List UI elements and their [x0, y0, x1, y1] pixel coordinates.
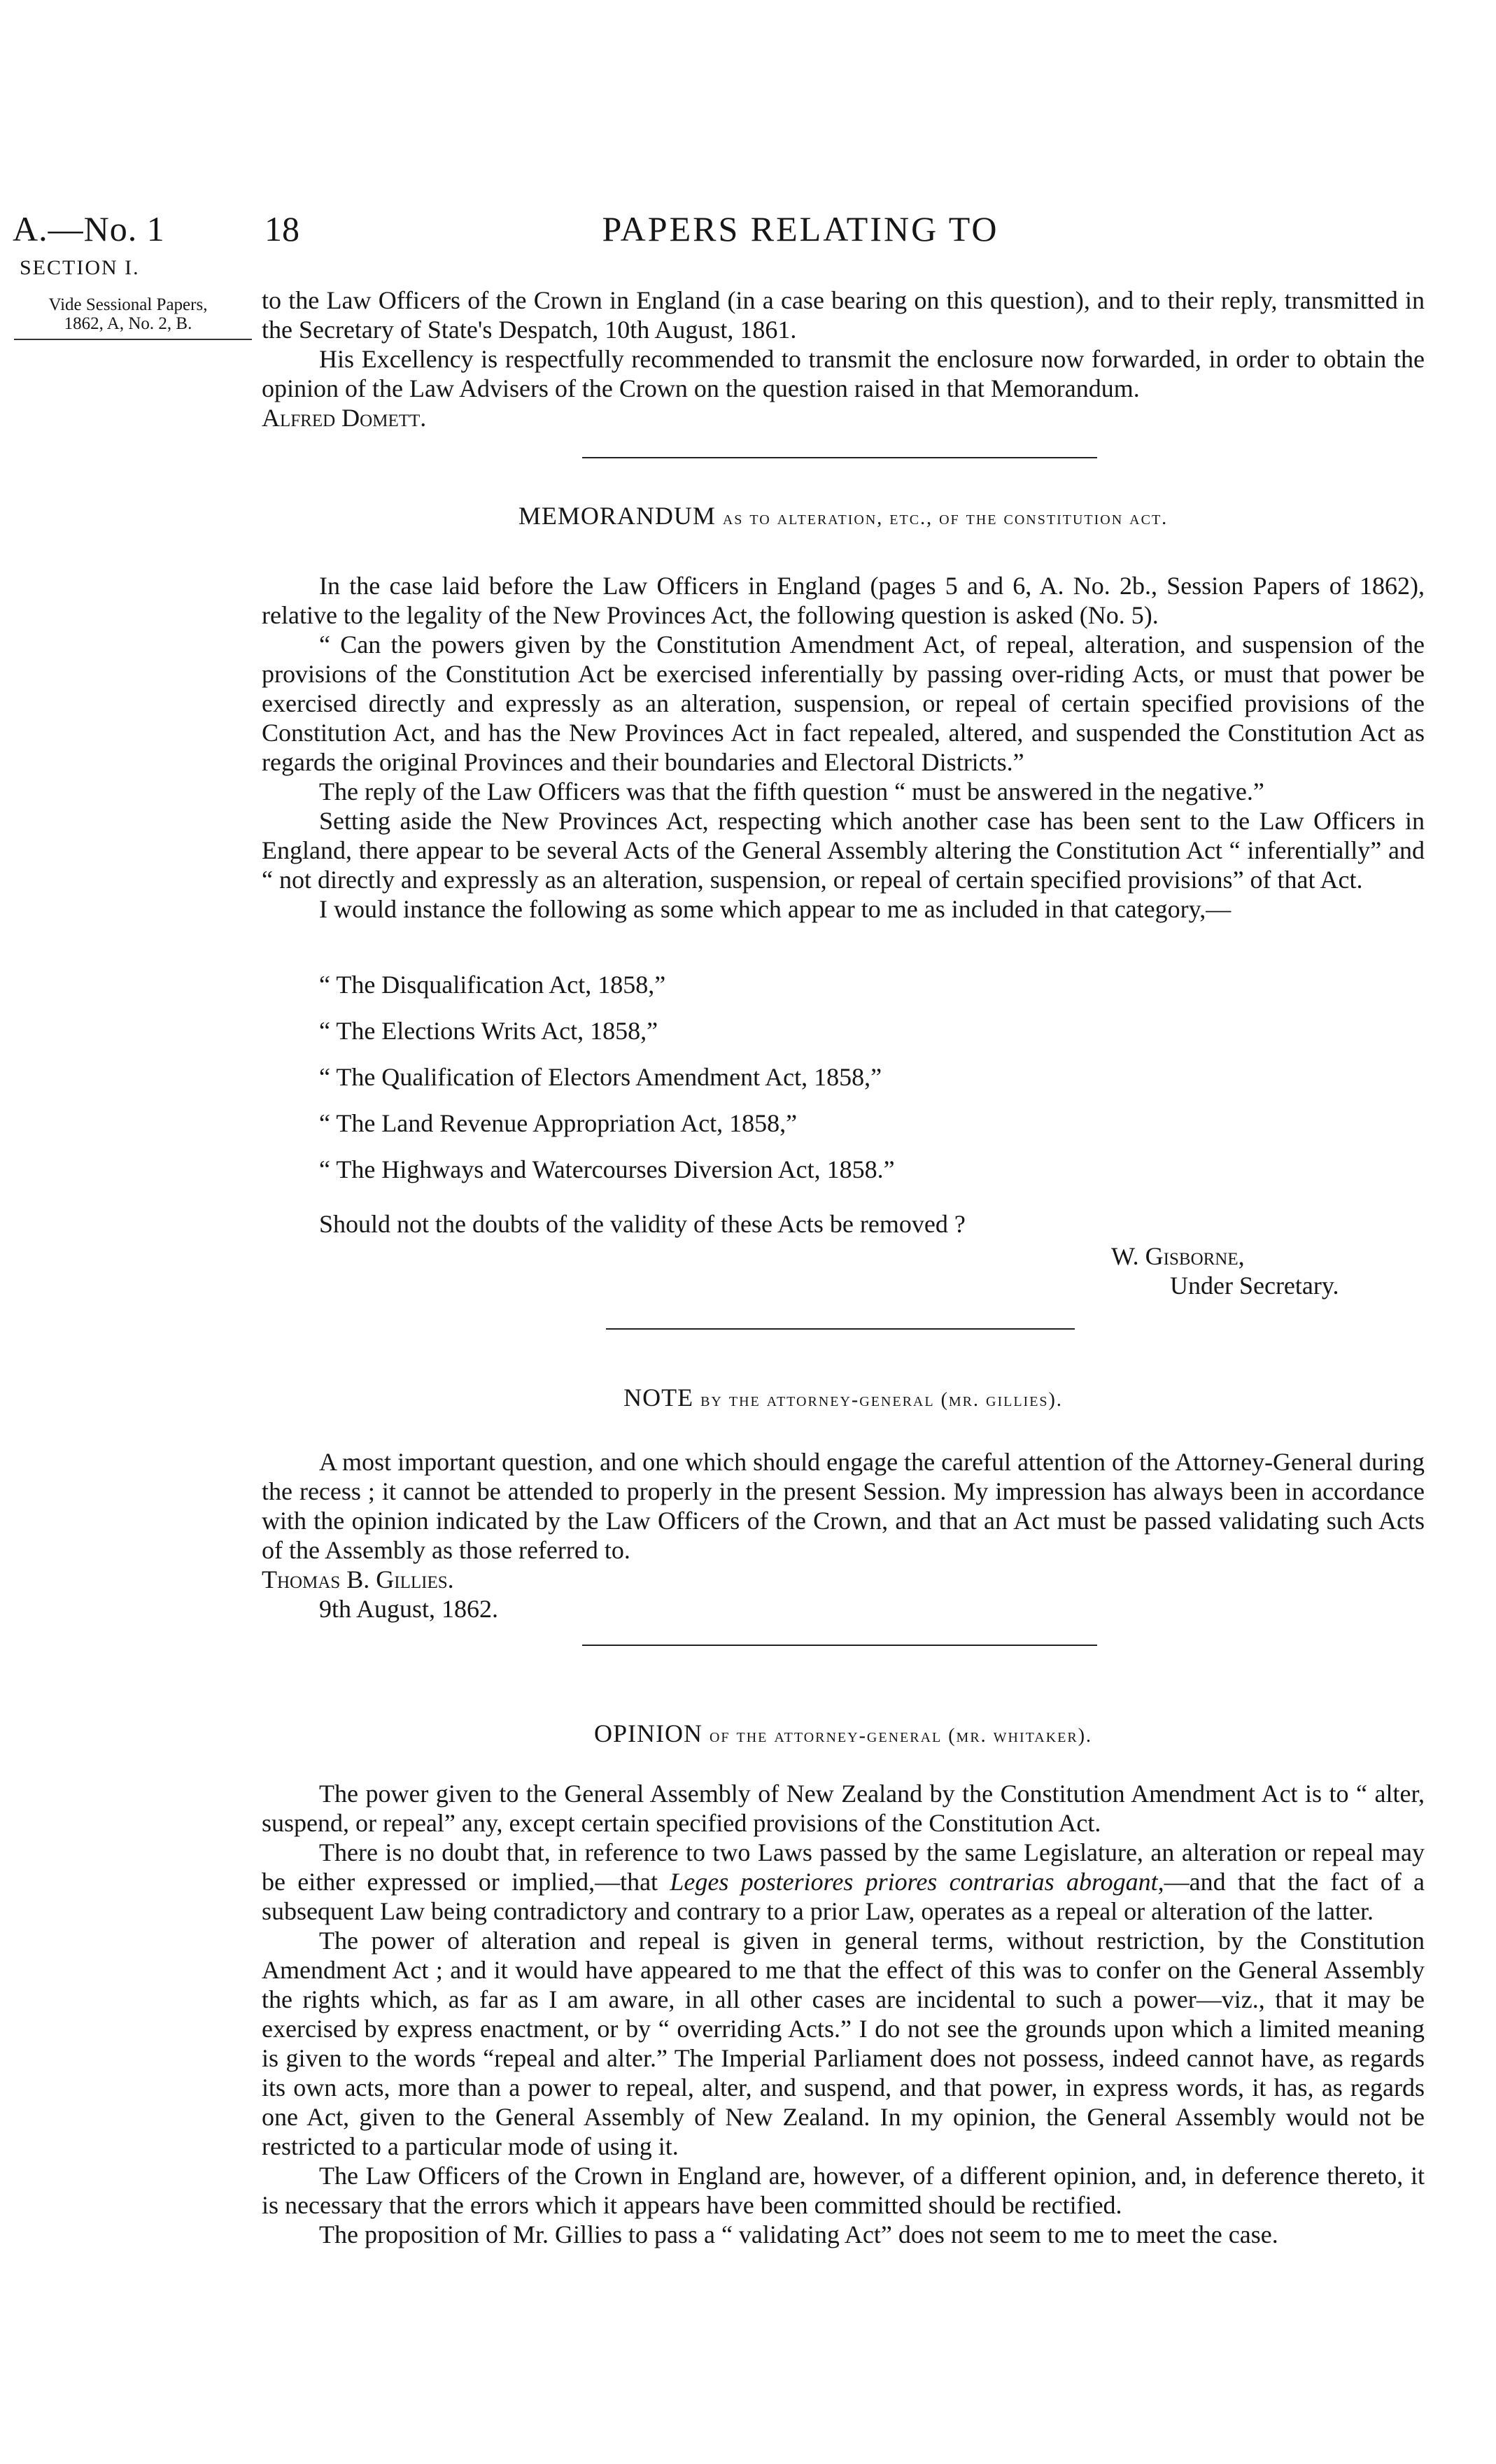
margin-note — [13, 295, 244, 333]
list-item: “ The Qualification of Electors Amendment Act, 1858,” — [319, 1063, 882, 1091]
opinion-paragraph — [262, 1838, 1425, 1926]
opinion-text: —and that the fact of a subsequent Law being contradictory and contrary to a prior Law, operates as a repeal or alteration of the latter. — [262, 1868, 1425, 1925]
section-label: SECTION I. — [20, 256, 140, 279]
opinion-heading — [262, 1719, 1425, 1748]
memorandum-body — [262, 571, 1425, 924]
section-divider — [582, 457, 1097, 458]
memorandum-heading-main: MEMORANDUM — [518, 502, 716, 530]
list-item: “ The Land Revenue Appropriation Act, 1858,” — [319, 1109, 798, 1137]
signature-title: Under Secretary. — [1170, 1272, 1339, 1300]
memorandum-paragraph: I would instance the following as some which appear to me as included in that category,— — [319, 895, 1232, 923]
opinion-paragraph: The power of alteration and repeal is given in general terms, without restriction, by the Constitution Amendment Act ; and it would have appeared to me that the effect of this was to confer on the General Assembly the rights which, as far as I am aware, in all other cases are incidental to such a power—viz., that it may be exercised by express enactment, or by “ overriding Acts.” I do not see the grounds upon which a limited meaning is given to the words “repeal and alter.” The Imperial Parliament does not possess, indeed cannot have, as regards its own acts, more than a power to repeal, alter, and suspend, and that power, in express words, it has, as regards one Act, given to the General Assembly of New Zealand. In my opinion, the General Assembly would not be restricted to a particular mode of using it. — [262, 1927, 1425, 2160]
memorandum-paragraph: In the case laid before the Law Officers in England (pages 5 and 6, A. No. 2b., Session Papers of 1862), relative to the legality of the New Provinces Act, the following question is asked (No. 5). — [262, 572, 1425, 629]
margin-note-line2: 1862, A, No. 2, B. — [64, 314, 192, 333]
margin-rule — [14, 339, 252, 340]
memorandum-closing — [262, 1209, 1425, 1239]
list-item: “ The Disqualification Act, 1858,” — [319, 971, 666, 999]
opinion-heading-main: OPINION — [593, 1719, 703, 1747]
note-heading-main: NOTE — [623, 1384, 694, 1411]
memorandum-quote: “ Can the powers given by the Constitution Amendment Act, of repeal, alteration, and suspension of the provisions of the Constitution Act be exercised inferentially by passing over-riding Acts, or must that power be exercised directly and expressly as an alteration, suspension, or repeal of certain specified provisions of the Constitution Act, and has the New Provinces Act in fact repealed, altered, and suspended the Constitution Act as regards the original Provinces and their boundaries and Electoral Districts.” — [262, 631, 1425, 776]
latin-maxim: Leges posteriores priores contrarias abrogant, — [670, 1868, 1164, 1896]
margin-note-line1: Vide Sessional Papers, — [48, 295, 208, 314]
list-item: “ The Elections Writs Act, 1858,” — [319, 1017, 658, 1045]
opinion-heading-rest: of the attorney-general (mr. whitaker). — [709, 1725, 1093, 1747]
memorandum-paragraph: The reply of the Law Officers was that the fifth question “ must be answered in the negative.” — [319, 777, 1264, 805]
list-item: “ The Highways and Watercourses Diversion Act, 1858.” — [319, 1155, 895, 1183]
memorandum-heading — [262, 501, 1425, 530]
signature-name: W. Gisborne, — [1111, 1242, 1245, 1270]
intro-paragraph: His Excellency is respectfully recommended to transmit the enclosure now forwarded, in order to obtain the opinion of the Law Advisers of the Crown on the question raised in that Memorandum. — [262, 345, 1425, 402]
note-heading — [262, 1383, 1425, 1412]
section-divider — [606, 1328, 1075, 1330]
running-title: PAPERS RELATING TO — [602, 209, 999, 248]
opinion-text: There is no doubt that, in reference to two Laws passed by the same Legislature, an alteration or repeal may be either expressed or implied,—that — [262, 1838, 1425, 1896]
opinion-paragraph: The Law Officers of the Crown in England are, however, of a different opinion, and, in deference thereto, it is necessary that the errors which it appears have been committed should be rectified. — [262, 2162, 1425, 2219]
note-body — [262, 1447, 1425, 1624]
memorandum-heading-rest: as to alteration, etc., of the constitution act. — [722, 507, 1169, 529]
opinion-body — [262, 1779, 1425, 2249]
paper-reference: A.—No. 1 — [13, 209, 165, 248]
note-paragraph: A most important question, and one which should engage the careful attention of the Attorney-General during the recess ; it cannot be attended to properly in the present Session. My impression has always been in accordance with the opinion indicated by the Law Officers of the Crown, and that an Act must be passed validating such Acts of the Assembly as those referred to. — [262, 1448, 1425, 1564]
page-number: 18 — [264, 209, 299, 248]
section-divider — [582, 1645, 1097, 1646]
note-heading-rest: by the attorney-general (mr. gillies). — [700, 1389, 1063, 1411]
signature-gillies: Thomas B. Gillies. — [262, 1565, 454, 1593]
opinion-paragraph: The proposition of Mr. Gillies to pass a “ validating Act” does not seem to me to meet the case. — [319, 2220, 1278, 2248]
memorandum-paragraph: Setting aside the New Provinces Act, respecting which another case has been sent to the Law Officers in England, there appear to be several Acts of the General Assembly altering the Constitution Act “ inferentially” and “ not directly and expressly as an alteration, suspension, or repeal of certain specified provisions” of that Act. — [262, 807, 1425, 894]
acts-list — [319, 962, 895, 1192]
note-date: 9th August, 1862. — [319, 1595, 499, 1623]
signature-domett: Alfred Domett. — [262, 404, 427, 432]
opinion-paragraph: The power given to the General Assembly of New Zealand by the Constitution Amendment Act is to “ alter, suspend, or repeal” any, except certain specified provisions of the Constitution Act. — [262, 1780, 1425, 1837]
intro-block — [262, 286, 1425, 432]
intro-paragraph: to the Law Officers of the Crown in England (in a case bearing on this question), and to their reply, transmitted in the Secretary of State's Despatch, 10th August, 1861. — [262, 286, 1425, 344]
signature-gisborne — [1111, 1241, 1339, 1300]
memorandum-question: Should not the doubts of the validity of these Acts be removed ? — [319, 1210, 966, 1238]
